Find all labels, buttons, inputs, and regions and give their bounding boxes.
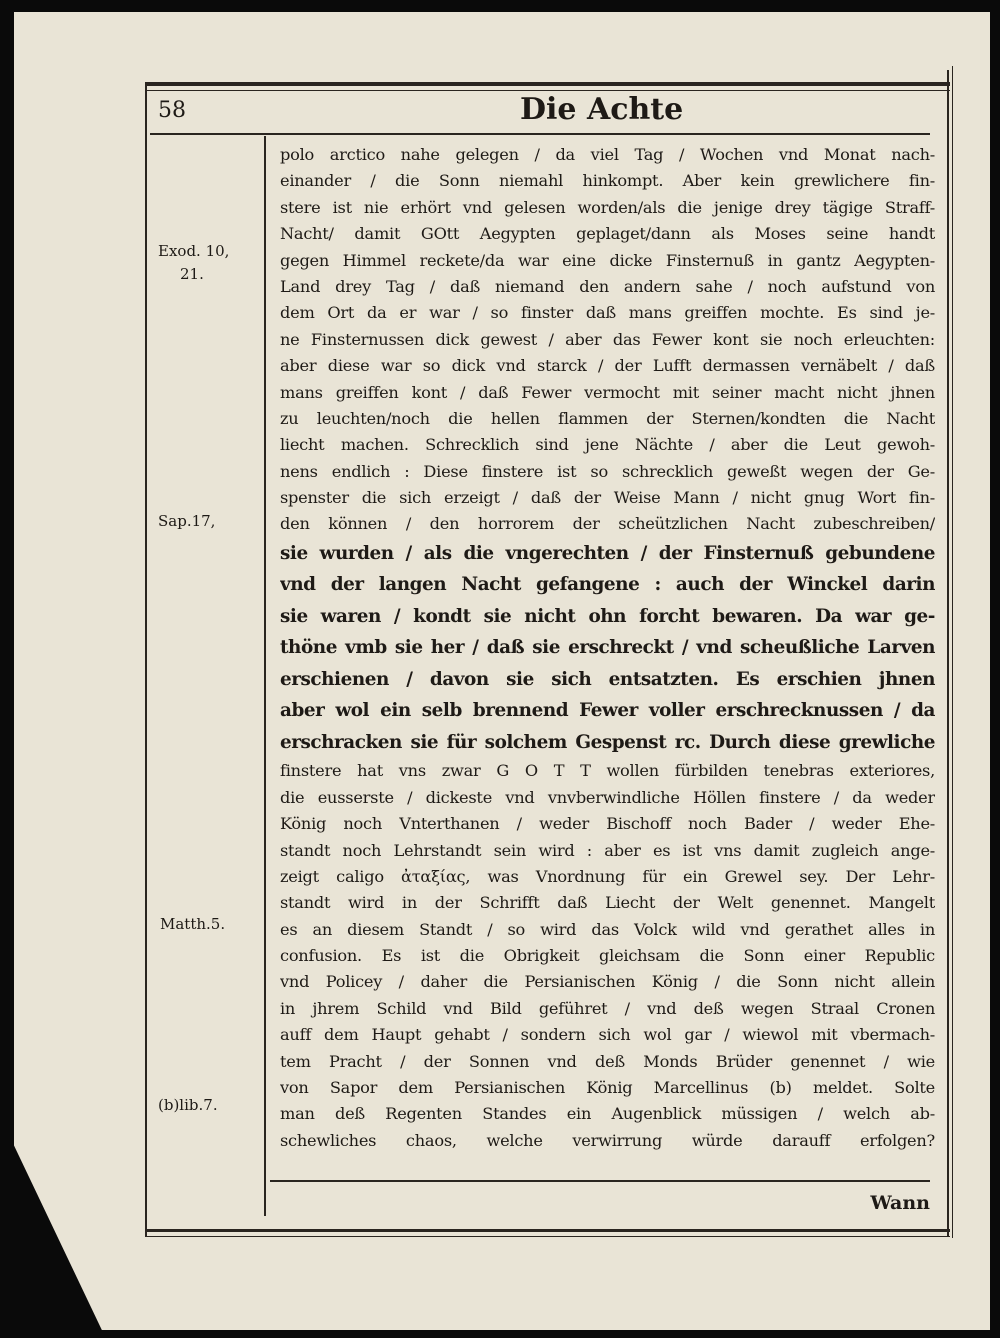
text-line: mans greiffen kont / daß Fewer vermocht mit seiner macht nicht jhnen: [280, 382, 935, 402]
text-line-large: sie wurden / als die vngerechten / der Finsternuß gebundene: [280, 542, 935, 564]
text-line: confusion. Es ist die Obrigkeit gleichsam die Sonn einer Republic: [280, 946, 935, 966]
text-line: zu leuchten/noch die hellen flammen der Sternen/kondten die Nacht: [280, 408, 935, 428]
text-line: standt wird in der Schrifft daß Liecht der Welt genennet. Mangelt: [280, 893, 935, 913]
margin-note: Matth.5.: [160, 915, 226, 933]
text-line: spenster die sich erzeigt / daß der Weise Mann / nicht gnug Wort fin-: [280, 488, 935, 508]
text-line: zeigt caligo ἀταξίας, was Vnordnung für ein Grewel sey. Der Lehr-: [280, 866, 935, 886]
text-line: liecht machen. Schrecklich sind jene Nächte / aber die Leut gewoh-: [280, 435, 935, 455]
running-head: Die Achte: [520, 92, 684, 127]
header-rule: [150, 133, 930, 135]
text-line: es an diesem Standt / so wird das Volck wild vnd gerathet alles in: [280, 919, 935, 939]
text-line: polo arctico nahe gelegen / da viel Tag / Wochen vnd Monat nach-: [280, 145, 935, 164]
text-line-large: erschienen / davon sie sich entsatzten. Es erschien jhnen: [280, 668, 935, 690]
text-line: die eusserste / dickeste vnd vnvberwindliche Höllen finstere / da weder: [280, 787, 935, 807]
catchword: Wann: [870, 1192, 930, 1214]
page-number: 58: [158, 98, 186, 123]
text-line: finstere hat vns zwar G O T T wollen fürbilden tenebras exteriores,: [280, 761, 935, 781]
text-line-large: thöne vmb sie her / daß sie erschreckt / vnd scheußliche Larven: [280, 637, 935, 659]
body-text: [280, 142, 935, 1154]
footer-rule: [270, 1180, 930, 1182]
frame-rule-top: [145, 82, 950, 86]
text-line: standt noch Lehrstandt sein wird : aber es ist vns damit zugleich ange-: [280, 840, 935, 860]
text-line: man deß Regenten Standes ein Augenblick müssigen / welch ab-: [280, 1104, 935, 1124]
margin-column-rule: [264, 136, 266, 1216]
text-line: tem Pracht / der Sonnen vnd deß Monds Brüder genennet / wie: [280, 1051, 935, 1071]
text-line: schewliches chaos, welche verwirrung würde darauff erfolgen?: [280, 1130, 935, 1150]
frame-rule-bottom: [145, 1229, 950, 1232]
text-line-large: sie waren / kondt sie nicht ohn forcht bewaren. Da war ge-: [280, 605, 935, 627]
margin-note: 21.: [180, 265, 204, 283]
text-line: König noch Vnterthanen / weder Bischoff noch Bader / weder Ehe-: [280, 814, 935, 834]
text-line: stere ist nie erhört vnd gelesen worden/als die jenige drey tägige Straff-: [280, 197, 935, 217]
text-line: dem Ort da er war / so finster daß mans greiffen mochte. Es sind je-: [280, 303, 935, 323]
frame-rule-right-outer: [952, 66, 953, 1238]
frame-rule-right: [947, 70, 949, 1237]
frame-rule-top-inner: [145, 90, 950, 91]
text-line-large: aber wol ein selb brennend Fewer voller erschrecknussen / da: [280, 700, 935, 722]
frame-rule-left: [145, 82, 147, 1237]
text-line: nens endlich : Diese finstere ist so schrecklich geweßt wegen der Ge-: [280, 461, 935, 481]
text-line: aber diese war so dick vnd starck / der Lufft dermassen vernäbelt / daß: [280, 356, 935, 376]
margin-note: Sap.17,: [158, 512, 216, 530]
margin-note: (b)lib.7.: [158, 1096, 218, 1114]
text-line: ne Finsternussen dick gewest / aber das Fewer kont sie noch erleuchten:: [280, 329, 935, 349]
margin-note: Exod. 10,: [158, 242, 230, 260]
text-line-large: erschracken sie für solchem Gespenst rc. Durch diese grewliche: [280, 731, 935, 753]
text-line: in jhrem Schild vnd Bild geführet / vnd deß wegen Straal Cronen: [280, 998, 935, 1018]
text-line: auff dem Haupt gehabt / sondern sich wol gar / wiewol mit vbermach-: [280, 1025, 935, 1045]
text-line: Nacht/ damit GOtt Aegypten geplaget/dann als Moses seine handt: [280, 224, 935, 244]
text-line: den können / den horrorem der scheützlichen Nacht zubeschreiben/: [280, 514, 935, 534]
text-line: vnd Policey / daher die Persianischen König / die Sonn nicht allein: [280, 972, 935, 992]
text-line: von Sapor dem Persianischen König Marcellinus (b) meldet. Solte: [280, 1078, 935, 1098]
frame-rule-bottom-inner: [145, 1236, 950, 1237]
text-line: gegen Himmel reckete/da war eine dicke Finsternuß in gantz Aegypten-: [280, 250, 935, 270]
text-line: Land drey Tag / daß niemand den andern sahe / noch aufstund von: [280, 276, 935, 296]
text-line: einander / die Sonn niemahl hinkompt. Aber kein grewlichere fin-: [280, 171, 935, 191]
text-line-large: vnd der langen Nacht gefangene : auch der Winckel darin: [280, 574, 935, 596]
